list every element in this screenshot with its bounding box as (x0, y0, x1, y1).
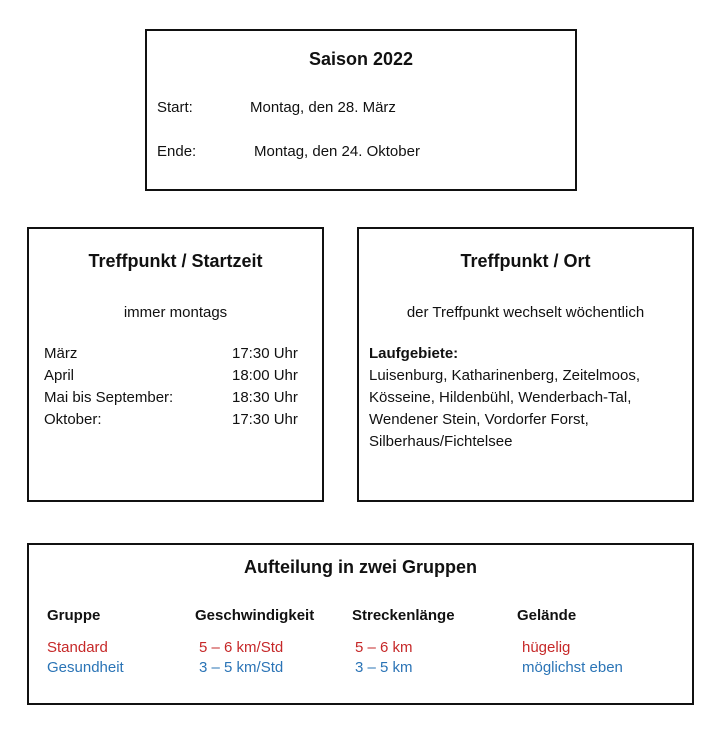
area-line: Kösseine, Hildenbühl, Wenderbach-Tal, (369, 389, 632, 406)
start-label: Start: (157, 99, 193, 116)
start-value: Montag, den 28. März (250, 99, 396, 116)
area-line: Silberhaus/Fichtelsee (369, 433, 513, 450)
groups-title: Aufteilung in zwei Gruppen (244, 557, 477, 577)
end-value: Montag, den 24. Oktober (254, 143, 420, 160)
groups-box (27, 543, 694, 705)
ort-title: Treffpunkt / Ort (460, 251, 591, 271)
season-title: Saison 2022 (308, 49, 414, 69)
start-time: 17:30 Uhr (232, 411, 298, 428)
areas-label: Laufgebiete: (369, 345, 459, 362)
month-label: Mai bis September: (44, 389, 174, 406)
area-line: Wendener Stein, Vordorfer Forst, (369, 411, 589, 428)
group-distance-standard: 5 – 6 km (355, 639, 413, 656)
group-terrain-standard: hügelig (522, 639, 571, 656)
header-geschwindigkeit: Geschwindigkeit (195, 607, 315, 624)
group-speed-standard: 5 – 6 km/Std (199, 639, 284, 656)
month-label: März (44, 345, 78, 362)
area-line: Luisenburg, Katharinenberg, Zeitelmoos, (369, 367, 640, 384)
start-time: 18:00 Uhr (232, 367, 298, 384)
ort-box (357, 227, 694, 502)
season-box (145, 29, 577, 191)
group-name-standard: Standard (47, 639, 108, 656)
group-distance-gesundheit: 3 – 5 km (355, 659, 413, 676)
header-gruppe: Gruppe (47, 607, 101, 624)
end-label: Ende: (157, 143, 197, 160)
start-time: 18:30 Uhr (232, 389, 298, 406)
startzeit-title: Treffpunkt / Startzeit (88, 251, 263, 271)
header-streckenlaenge: Streckenlänge (352, 607, 455, 624)
header-gelaende: Gelände (517, 607, 577, 624)
month-label: April (44, 367, 75, 384)
group-terrain-gesundheit: möglichst eben (522, 659, 623, 676)
group-name-gesundheit: Gesundheit (47, 659, 124, 676)
start-time: 17:30 Uhr (232, 345, 298, 362)
ort-subtitle: der Treffpunkt wechselt wöchentlich (406, 304, 645, 321)
month-label: Oktober: (44, 411, 102, 428)
group-speed-gesundheit: 3 – 5 km/Std (199, 659, 284, 676)
startzeit-box (27, 227, 324, 502)
startzeit-subtitle: immer montags (123, 304, 228, 321)
